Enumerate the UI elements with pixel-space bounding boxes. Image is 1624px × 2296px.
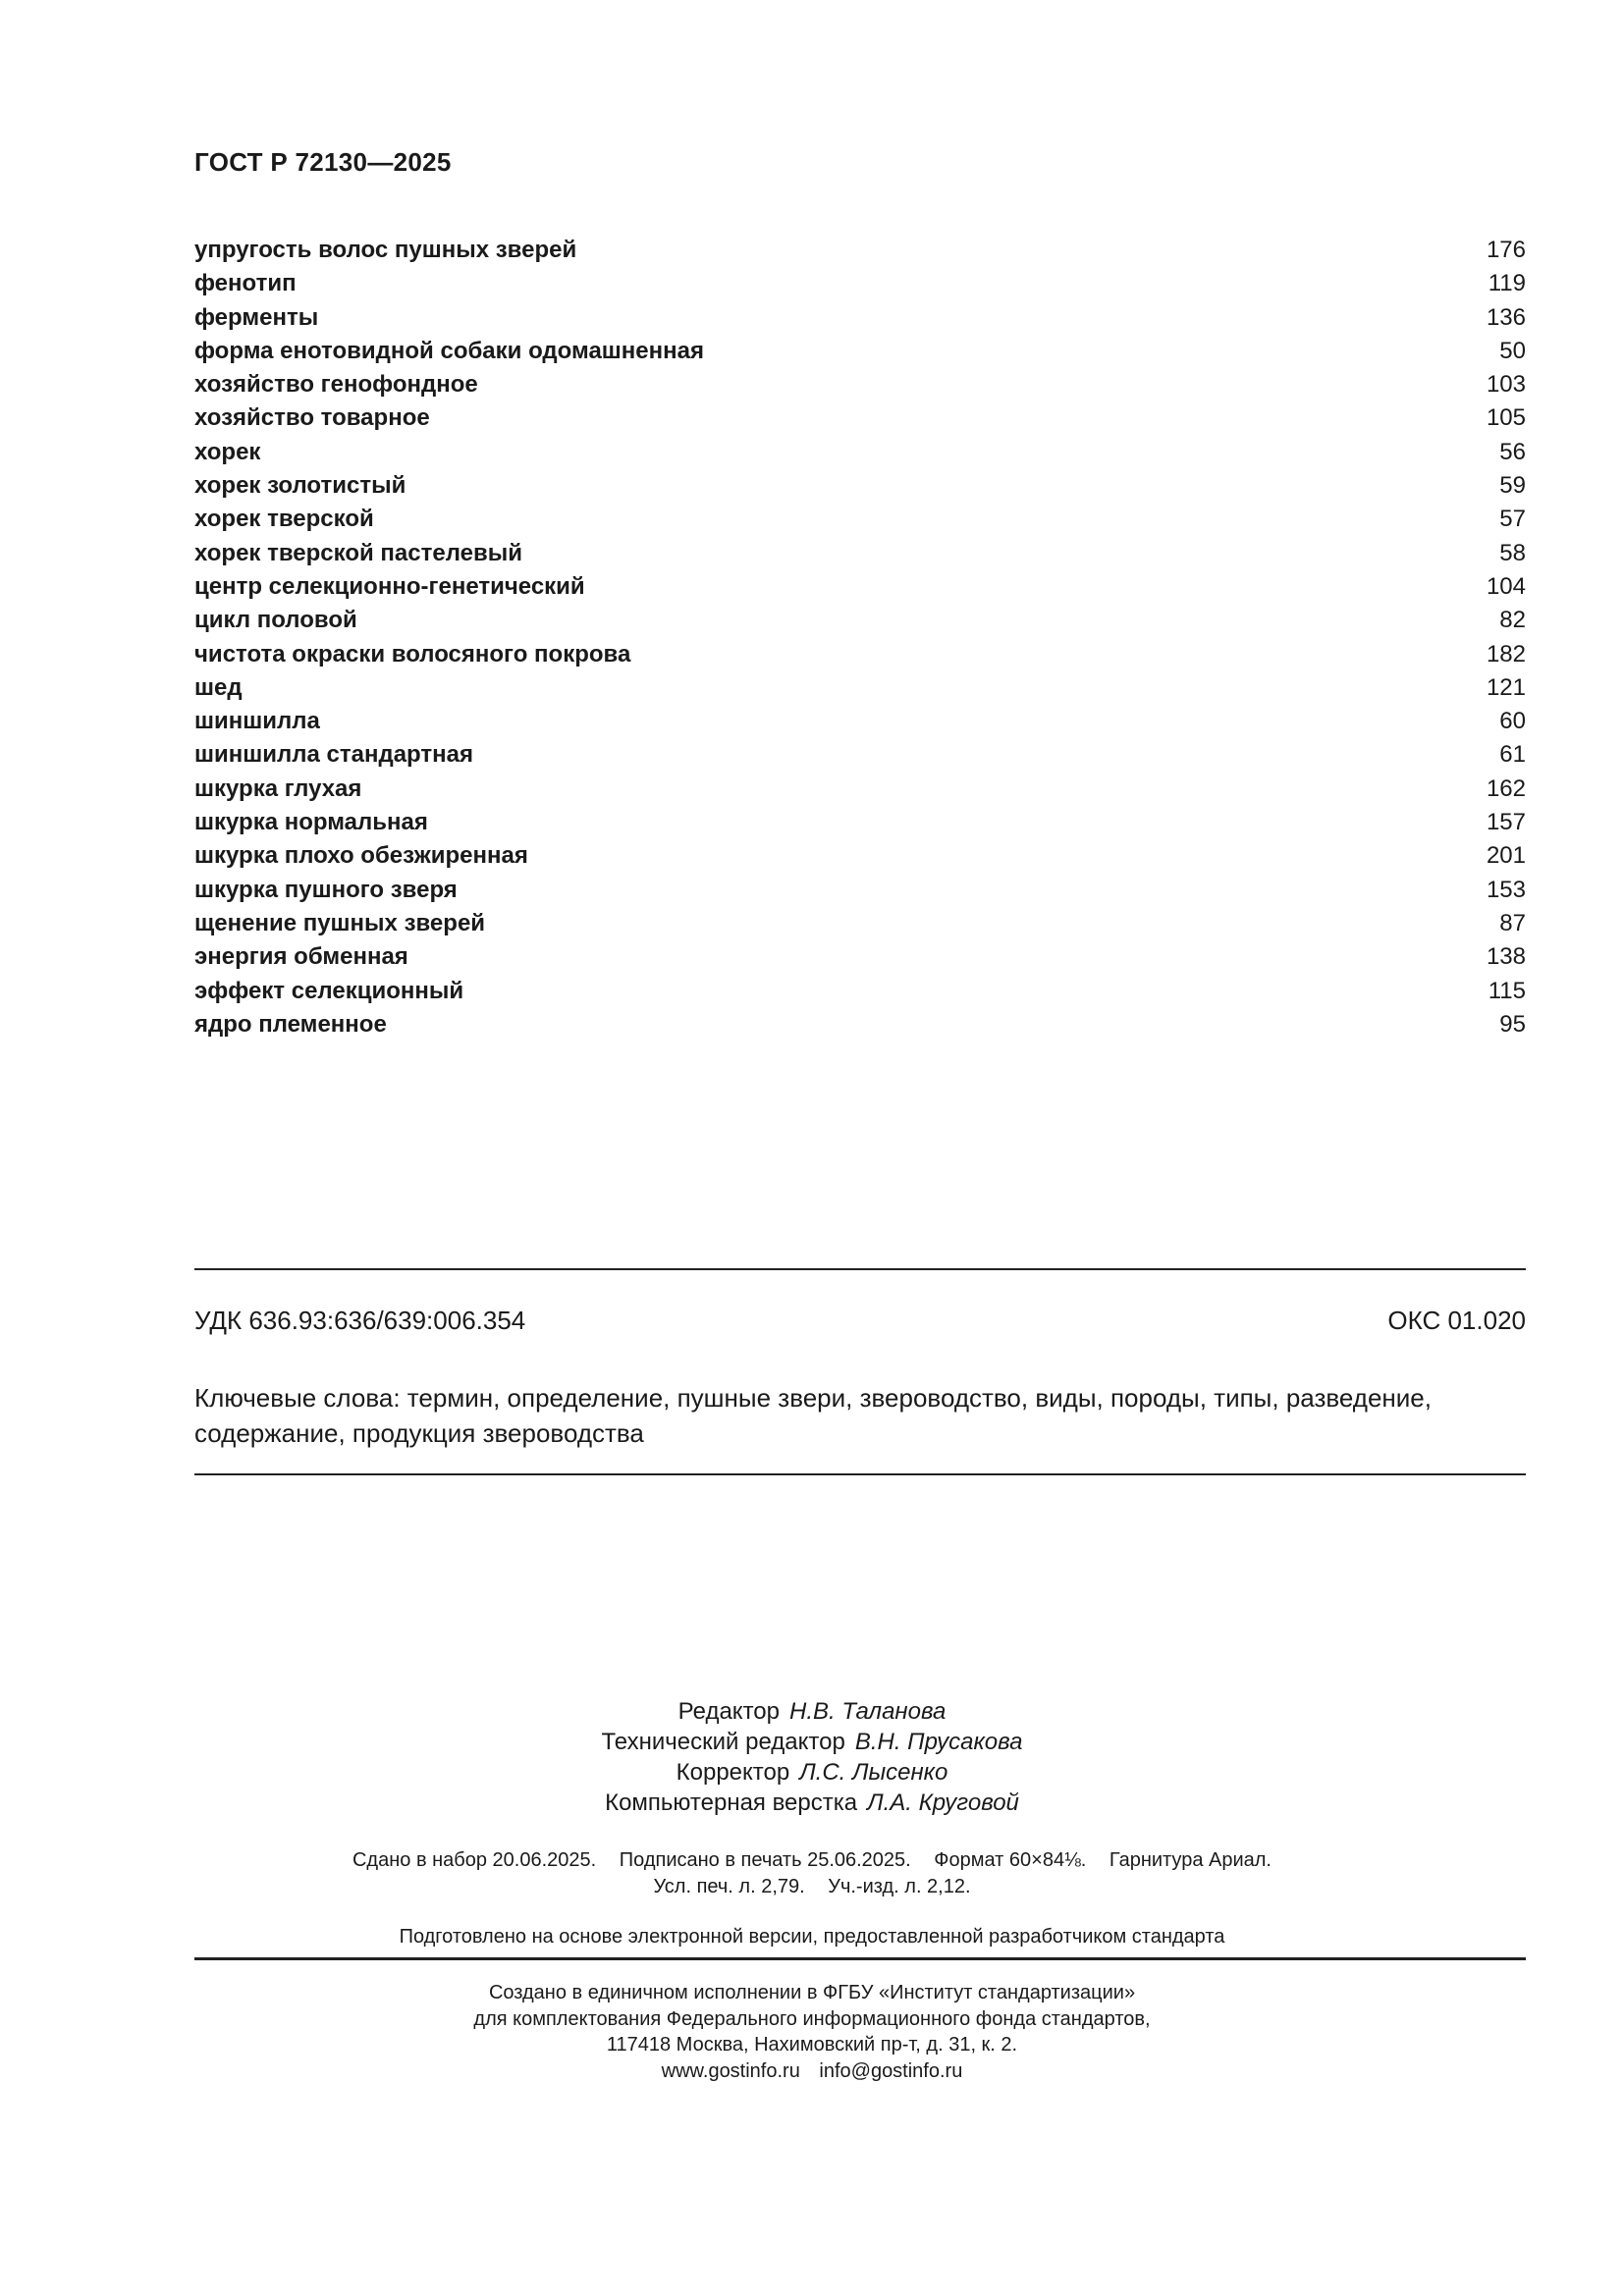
index-entry [194, 234, 1526, 267]
index-term: шед [194, 673, 243, 701]
alphabetical-index-list [194, 234, 1526, 1041]
index-entry [194, 940, 1526, 974]
index-term: шкурка плохо обезжиренная [194, 842, 528, 870]
index-term: хорек золотистый [194, 472, 406, 500]
index-term: энергия обменная [194, 943, 408, 971]
index-entry [194, 368, 1526, 401]
publisher-address: 117418 Москва, Нахимовский пр-т, д. 31, к. 2. [606, 2034, 1018, 2056]
prepared-note: Подготовлено на основе электронной версии, предоставленной разработчиком стандарта [399, 1926, 1225, 1948]
index-entry [194, 638, 1526, 671]
index-page-number: 138 [1486, 943, 1526, 971]
index-page-number: 176 [1486, 237, 1526, 263]
divider-top [194, 1268, 1526, 1270]
credit-name: Л.С. Лысенко [799, 1759, 948, 1786]
index-entry [194, 1008, 1526, 1041]
index-term: ядро племенное [194, 1010, 387, 1038]
divider-after-keywords [194, 1473, 1526, 1475]
index-term: хозяйство товарное [194, 404, 430, 432]
index-term: щенение пушных зверей [194, 909, 486, 936]
index-page-number: 61 [1499, 741, 1526, 769]
credit-name: В.Н. Прусакова [854, 1729, 1023, 1755]
imprint-format: Формат 60×84⅛. [934, 1849, 1087, 1871]
index-entry [194, 874, 1526, 907]
index-term: хорек тверской пастелевый [194, 539, 522, 566]
publisher-line: для комплектования Федерального информационного фонда стандартов, [473, 2007, 1151, 2030]
document-code-header: ГОСТ Р 72130—2025 [194, 147, 452, 177]
index-page-number: 104 [1486, 572, 1526, 600]
publisher-info [0, 1980, 1624, 2084]
index-entry [194, 975, 1526, 1008]
index-page-number: 115 [1488, 977, 1526, 1004]
imprint-submitted: Сдано в набор 20.06.2025. [352, 1849, 597, 1871]
index-term: шкурка глухая [194, 774, 362, 802]
index-page-number: 87 [1499, 909, 1526, 936]
index-entry [194, 773, 1526, 806]
index-page-number: 57 [1499, 506, 1526, 533]
index-entry [194, 401, 1526, 435]
index-term: шиншилла стандартная [194, 741, 473, 769]
index-page-number: 136 [1486, 303, 1526, 331]
credit-role: Технический редактор [601, 1729, 845, 1755]
index-term: хорек [194, 438, 261, 465]
index-term: форма енотовидной собаки одомашненная [194, 337, 704, 364]
index-entry [194, 537, 1526, 570]
index-entry [194, 335, 1526, 368]
index-entry [194, 301, 1526, 335]
index-entry [194, 570, 1526, 604]
index-entry [194, 436, 1526, 469]
index-entry [194, 806, 1526, 839]
index-page-number: 59 [1499, 472, 1526, 500]
credit-role: Компьютерная верстка [605, 1789, 858, 1816]
index-page-number: 201 [1486, 842, 1526, 870]
index-entry [194, 604, 1526, 637]
index-page-number: 105 [1486, 404, 1526, 432]
index-term: хозяйство генофондное [194, 371, 478, 399]
index-entry [194, 907, 1526, 940]
index-page-number: 95 [1499, 1010, 1526, 1038]
index-entry [194, 705, 1526, 738]
udc-code: УДК 636.93:636/639:006.354 [194, 1306, 526, 1335]
keywords-paragraph: Ключевые слова: термин, определение, пушные звери, звероводство, виды, породы, типы, разведение, содержание, продукция звероводства [194, 1383, 1432, 1448]
index-page-number: 157 [1486, 809, 1526, 836]
index-page-number: 103 [1486, 371, 1526, 399]
classification-line [194, 1306, 1526, 1336]
index-page-number: 58 [1499, 539, 1526, 566]
index-entry [194, 671, 1526, 705]
index-page-number: 56 [1499, 438, 1526, 465]
index-term: центр селекционно-генетический [194, 572, 585, 600]
print-imprint [0, 1847, 1624, 1900]
website-link[interactable]: www.gostinfo.ru [661, 2059, 800, 2082]
index-entry [194, 738, 1526, 772]
imprint-publisher-sheets: Уч.-изд. л. 2,12. [828, 1876, 971, 1897]
credit-name: Н.В. Таланова [788, 1698, 947, 1725]
index-entry [194, 839, 1526, 873]
imprint-print-sheets: Усл. печ. л. 2,79. [653, 1876, 805, 1897]
index-term: хорек тверской [194, 506, 374, 533]
imprint-signed: Подписано в печать 25.06.2025. [619, 1849, 911, 1871]
index-page-number: 50 [1499, 337, 1526, 364]
index-page-number: 121 [1486, 673, 1526, 701]
index-entry [194, 469, 1526, 503]
credit-row [0, 1727, 1624, 1757]
publisher-line: Создано в единичном исполнении в ФГБУ «Институт стандартизации» [488, 1982, 1136, 2003]
index-term: шкурка пушного зверя [194, 876, 458, 903]
email-link[interactable]: info@gostinfo.ru [819, 2059, 963, 2082]
imprint-typeface: Гарнитура Ариал. [1109, 1849, 1272, 1871]
index-page-number: 162 [1486, 774, 1526, 802]
index-entry [194, 267, 1526, 300]
credit-name: Л.А. Круговой [867, 1789, 1019, 1816]
index-page-number: 60 [1499, 708, 1526, 735]
index-page-number: 119 [1488, 270, 1526, 297]
credit-row [0, 1757, 1624, 1788]
index-term: шиншилла [194, 708, 320, 735]
index-term: шкурка нормальная [194, 809, 428, 836]
index-term: фенотип [194, 270, 297, 297]
credit-role: Корректор [676, 1759, 790, 1786]
index-term: ферменты [194, 303, 319, 331]
credit-row [0, 1788, 1624, 1818]
credit-row [0, 1696, 1624, 1727]
index-term: упругость волос пушных зверей [194, 237, 577, 263]
editorial-credits [0, 1696, 1624, 1818]
index-page-number: 153 [1486, 876, 1526, 903]
credit-role: Редактор [677, 1698, 780, 1725]
divider-bottom [194, 1957, 1526, 1960]
index-page-number: 82 [1499, 607, 1526, 634]
index-term: эффект селекционный [194, 977, 464, 1004]
index-page-number: 182 [1486, 640, 1526, 667]
oks-code: ОКС 01.020 [1387, 1306, 1526, 1335]
publisher-contacts [0, 2058, 1624, 2085]
index-entry [194, 503, 1526, 536]
index-term: чистота окраски волосяного покрова [194, 640, 631, 667]
index-term: цикл половой [194, 607, 357, 634]
